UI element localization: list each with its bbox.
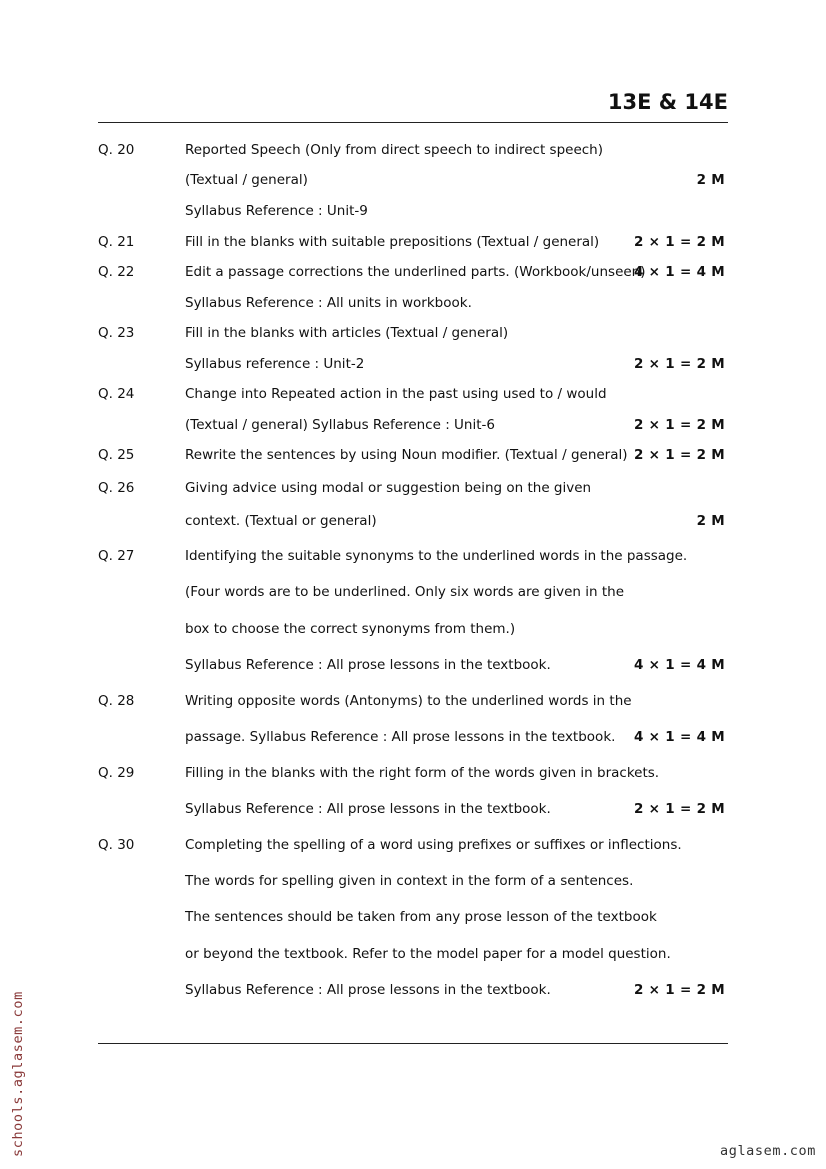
question-line bbox=[0, 231, 826, 253]
question-line bbox=[0, 834, 826, 856]
question-line bbox=[0, 353, 826, 375]
question-line bbox=[0, 798, 826, 820]
question-line bbox=[0, 200, 826, 222]
question-text: context. (Textual or general) bbox=[185, 513, 377, 529]
question-marks: 2 M bbox=[696, 513, 725, 529]
question-text: Filling in the blanks with the right form of the words given in brackets. bbox=[185, 765, 660, 781]
question-marks: 4 × 1 = 4 M bbox=[633, 264, 725, 280]
question-line bbox=[0, 139, 826, 161]
question-line bbox=[0, 444, 826, 466]
page-header-code: 13E & 14E bbox=[607, 90, 728, 114]
question-text: Fill in the blanks with articles (Textual / general) bbox=[185, 325, 509, 341]
question-text: Syllabus Reference : All prose lessons in the textbook. bbox=[185, 982, 551, 998]
question-line bbox=[0, 477, 826, 499]
question-line bbox=[0, 690, 826, 712]
question-text: Writing opposite words (Antonyms) to the underlined words in the bbox=[185, 693, 632, 709]
question-marks: 2 × 1 = 2 M bbox=[633, 801, 725, 817]
question-line bbox=[0, 618, 826, 640]
question-text: Syllabus reference : Unit-2 bbox=[185, 356, 365, 372]
question-number: Q. 25 bbox=[98, 447, 135, 463]
question-number: Q. 26 bbox=[98, 480, 135, 496]
question-text: The sentences should be taken from any prose lesson of the textbook bbox=[185, 909, 657, 925]
question-text: Rewrite the sentences by using Noun modifier. (Textual / general) bbox=[185, 447, 628, 463]
question-line bbox=[0, 169, 826, 191]
question-text: Fill in the blanks with suitable prepositions (Textual / general) bbox=[185, 234, 600, 250]
question-marks: 2 × 1 = 2 M bbox=[633, 982, 725, 998]
question-number: Q. 24 bbox=[98, 386, 135, 402]
question-text: Completing the spelling of a word using prefixes or suffixes or inflections. bbox=[185, 837, 682, 853]
question-text: Syllabus Reference : All units in workbook. bbox=[185, 295, 472, 311]
question-text: Edit a passage corrections the underlined parts. (Workbook/unseen) bbox=[185, 264, 646, 280]
question-line bbox=[0, 292, 826, 314]
question-text: The words for spelling given in context in the form of a sentences. bbox=[185, 873, 634, 889]
question-number: Q. 22 bbox=[98, 264, 135, 280]
question-line bbox=[0, 414, 826, 436]
question-number: Q. 20 bbox=[98, 142, 135, 158]
question-marks: 2 M bbox=[696, 172, 725, 188]
question-text: (Textual / general) Syllabus Reference : Unit-6 bbox=[185, 417, 495, 433]
question-number: Q. 29 bbox=[98, 765, 135, 781]
question-line bbox=[0, 906, 826, 928]
question-marks: 2 × 1 = 2 M bbox=[633, 356, 725, 372]
question-line bbox=[0, 322, 826, 344]
question-text: (Textual / general) bbox=[185, 172, 308, 188]
question-marks: 2 × 1 = 2 M bbox=[633, 447, 725, 463]
question-line bbox=[0, 979, 826, 1001]
question-line bbox=[0, 654, 826, 676]
question-text: or beyond the textbook. Refer to the model paper for a model question. bbox=[185, 946, 671, 962]
question-text: Reported Speech (Only from direct speech to indirect speech) bbox=[185, 142, 603, 158]
question-line bbox=[0, 510, 826, 532]
question-text: (Four words are to be underlined. Only six words are given in the bbox=[185, 584, 625, 600]
question-number: Q. 21 bbox=[98, 234, 135, 250]
footer-rule bbox=[98, 1043, 728, 1044]
question-line bbox=[0, 726, 826, 748]
question-text: Syllabus Reference : Unit-9 bbox=[185, 203, 368, 219]
question-line bbox=[0, 383, 826, 405]
side-watermark: schools.aglasem.com bbox=[10, 991, 26, 1157]
question-number: Q. 27 bbox=[98, 548, 135, 564]
header-rule bbox=[98, 122, 728, 123]
question-number: Q. 23 bbox=[98, 325, 135, 341]
question-text: Syllabus Reference : All prose lessons in the textbook. bbox=[185, 657, 551, 673]
question-marks: 4 × 1 = 4 M bbox=[633, 657, 725, 673]
question-line bbox=[0, 261, 826, 283]
question-text: Giving advice using modal or suggestion being on the given bbox=[185, 480, 592, 496]
question-number: Q. 28 bbox=[98, 693, 135, 709]
question-text: Identifying the suitable synonyms to the underlined words in the passage. bbox=[185, 548, 688, 564]
question-line bbox=[0, 581, 826, 603]
question-line bbox=[0, 870, 826, 892]
question-line bbox=[0, 943, 826, 965]
question-marks: 4 × 1 = 4 M bbox=[633, 729, 725, 745]
question-text: box to choose the correct synonyms from them.) bbox=[185, 621, 516, 637]
question-marks: 2 × 1 = 2 M bbox=[633, 417, 725, 433]
question-number: Q. 30 bbox=[98, 837, 135, 853]
question-text: passage. Syllabus Reference : All prose lessons in the textbook. bbox=[185, 729, 616, 745]
question-line bbox=[0, 762, 826, 784]
footer-site-url: aglasem.com bbox=[719, 1143, 816, 1159]
question-text: Change into Repeated action in the past using used to / would bbox=[185, 386, 607, 402]
question-marks: 2 × 1 = 2 M bbox=[633, 234, 725, 250]
question-line bbox=[0, 545, 826, 567]
question-text: Syllabus Reference : All prose lessons in the textbook. bbox=[185, 801, 551, 817]
